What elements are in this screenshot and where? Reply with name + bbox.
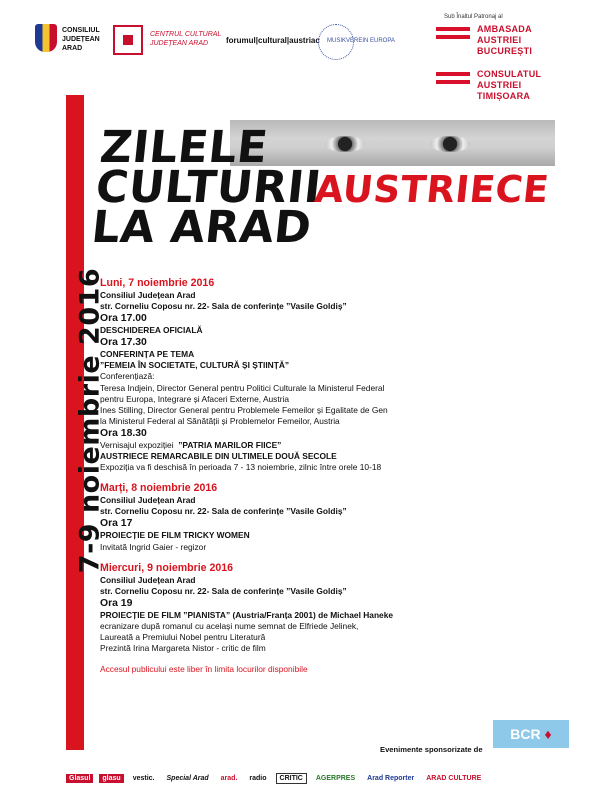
eye-icon [325,136,365,152]
day2-date: Marți, 8 noiembrie 2016 [100,482,218,495]
cultural-center-logo-icon [113,25,143,55]
austrian-flag-stripe-icon [436,35,470,39]
title-austriece: AUSTRIECE [312,168,552,211]
partner-logo: CRITIC [276,773,307,784]
patronage-label: Sub Înaltul Patronaj al [444,14,503,20]
logo-consiliul-judetean: CONSILIUL JUDEȚEAN ARAD [62,27,100,52]
day3-date: Miercuri, 9 noiembrie 2016 [100,561,234,574]
county-crest-icon [35,24,57,52]
partner-logo: radio [249,774,267,782]
day1-date: Luni, 7 noiembrie 2016 [100,277,215,289]
consulate-name: CONSULATUL AUSTRIEI TIMIȘOARA [477,69,542,101]
austrian-flag-stripe-icon [436,72,470,76]
partner-logo: Special Arad [166,774,209,782]
logo-musikverein: MUSIKVEREIN EUROPA [327,38,395,44]
embassy-name: AMBASADA AUSTRIEI BUCUREȘTI [477,24,533,56]
vertical-date: 7-9 noiembrie 2016 [74,267,106,574]
eye-icon [430,136,470,152]
partner-logo: AGERPRES [315,774,356,782]
austrian-flag-stripe-icon [436,27,470,31]
partner-logo: vestic. [132,774,155,782]
partner-logo: Arad Reporter [367,774,415,782]
partner-logo: glasu [99,774,123,783]
austrian-flag-stripe-icon [436,80,470,84]
partner-logo: arad. [220,774,238,782]
partner-logos [66,768,576,788]
main-title: ZILELE CULTURII LA ARAD [89,122,324,253]
sponsor-text: Evenimente sponsorizate de [380,745,483,754]
logo-centrul-cultural: CENTRUL CULTURAL JUDEȚEAN ARAD [150,31,222,47]
partner-logo: ARAD CULTURE [426,774,482,782]
partner-logo: Glasul [66,774,93,783]
bcr-logo: BCR ♦ [493,720,569,748]
logo-forumul-cultural-austriac: forumul|cultural|austriac [226,36,320,45]
access-note: Accesul publicului este liber în limita locurilor disponibile [100,664,308,675]
program: Luni, 7 noiembrie 2016 Consiliul Județean Arad str. Corneliu Coposu nr. 22- Sala de conferințe ”Vasile Goldiș” Ora 17.00 DESCHIDEREA OFICIALĂ Ora 17.30 CONFERINȚA PE TEMA ”FEMEIA ÎN SOCIETATE, CULTURĂ ȘI ȘTIINȚĂ” Conferențiază: Teresa Indjein, Director General pentru Politici Culturale la Ministerul Federal pentru Europa, Integrare și Afaceri Externe, Austria Ines Stilling, Director General pentru Problemele Femeilor și Egalitate de Gen la Ministerul Federal al Sănătății și Problemelor Femeilor, Austria Ora 18.30 Vernisajul expoziției ”PATRIA MARILOR FIICE” AUSTRIECE REMARCABILE DIN ULTIMELE DOUĂ SECOLE Expoziția va fi deschisă în perioada 7 - 13 noiembrie, zilnic între orele 10-18 Marți, 8 noiembrie 2016 Consiliul Județean Arad str. Corneliu Coposu nr. 22- Sala de conferințe ”Vasile Goldiș” Ora 17 PROIECȚIE DE FILM TRICKY WOMEN Invitată Ingrid Gaier - regizor Miercuri, 9 noiembrie 2016 Consiliul Județean Arad str. Corneliu Coposu nr. 22- Sala de conferințe ”Vasile Goldiș” Ora 19 PROIECȚIE DE FILM ”PIANISTA” (Austria/Franța 2001) de Michael Haneke ecranizare după romanul cu același nume semnat de Elfriede Jelinek, Laureată a Premiului Nobel pentru Literatură Prezintă Irina Margareta Nistor - critic de film Accesul publicului este liber în limita locurilor disponibile [100,272,520,675]
